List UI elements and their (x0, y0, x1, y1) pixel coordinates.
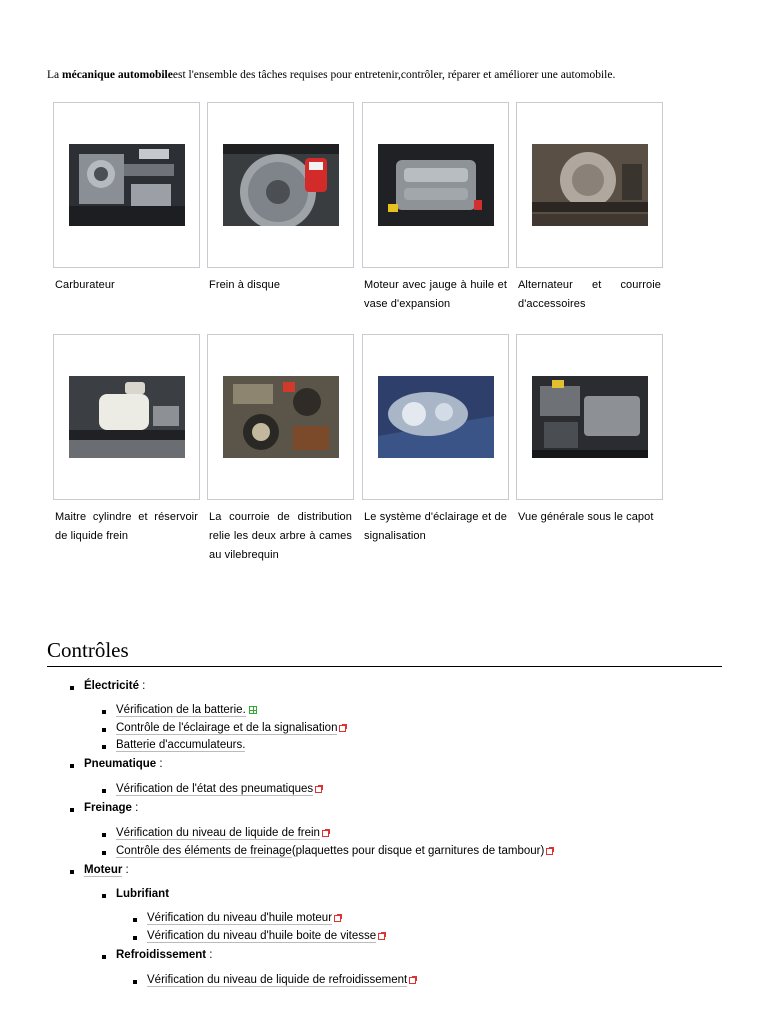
bullet-icon (70, 686, 74, 690)
gallery-item (207, 334, 354, 565)
external-link-icon[interactable] (409, 977, 416, 984)
gallery-frame (207, 102, 354, 268)
headlight-photo[interactable] (378, 376, 494, 458)
list-item (147, 972, 416, 988)
link-huile-boite-vitesse[interactable]: Vérification du niveau d'huile boite de vitesse (147, 930, 377, 942)
external-link-icon[interactable] (315, 786, 322, 793)
gallery-frame (362, 102, 509, 268)
list-item (116, 781, 322, 797)
section-title-controles: Contrôles (47, 636, 722, 667)
subcategory-label: Refroidissement (116, 949, 207, 961)
list-item-lubrifiant (116, 886, 169, 902)
gallery-item (53, 102, 200, 295)
external-link-icon[interactable] (334, 915, 341, 922)
bullet-icon (102, 851, 106, 855)
category-label: Électricité (84, 680, 139, 692)
gallery-caption: Frein à disque (209, 279, 281, 291)
gallery-caption: Carburateur (55, 279, 115, 291)
bullet-icon (102, 955, 106, 959)
colon: : (122, 864, 129, 876)
bullet-icon (70, 808, 74, 812)
list-item (116, 843, 553, 859)
list-item-refroidissement (116, 947, 213, 963)
bullet-icon (133, 980, 137, 984)
gallery-frame (53, 334, 200, 500)
intro-prefix: La (47, 69, 63, 81)
gallery-frame (516, 102, 663, 268)
gallery-item (53, 334, 200, 546)
list-item (116, 720, 346, 736)
external-link-icon[interactable] (339, 725, 346, 732)
colon: : (138, 680, 146, 692)
category-label: Pneumatique (84, 758, 157, 770)
link-liquide-refroidissement[interactable]: Vérification du niveau de liquide de refroidissement (147, 974, 408, 986)
colon: : (131, 802, 139, 814)
gallery-item (516, 334, 663, 527)
link-verification-batterie[interactable]: Vérification de la batterie. (116, 704, 246, 716)
link-batterie-accumulateurs[interactable]: Batterie d'accumulateurs. (116, 739, 246, 751)
intro-rest: est l'ensemble des tâches requises pour entretenir,contrôler, réparer et améliorer une automobile. (172, 69, 616, 81)
under-hood-photo[interactable] (532, 376, 648, 458)
external-link-icon[interactable] (378, 933, 385, 940)
gallery-item (362, 102, 509, 314)
bullet-icon (70, 870, 74, 874)
list-item-pneumatique (84, 756, 163, 772)
gallery-frame (53, 102, 200, 268)
gallery-frame (362, 334, 509, 500)
bullet-icon (102, 833, 106, 837)
gallery-item (362, 334, 509, 546)
list-item (147, 928, 385, 944)
expand-plus-icon[interactable] (249, 706, 257, 714)
bullet-icon (133, 936, 137, 940)
master-cylinder-photo[interactable] (69, 376, 185, 458)
link-elements-freinage[interactable]: Contrôle des éléments de freinage (116, 845, 292, 857)
list-item (116, 737, 245, 753)
intro-paragraph (47, 67, 747, 83)
subcategory-label: Lubrifiant (116, 888, 170, 900)
list-item-freinage (84, 800, 138, 816)
timing-belt-photo[interactable] (223, 376, 339, 458)
link-liquide-frein[interactable]: Vérification du niveau de liquide de frein (116, 827, 320, 839)
external-link-icon[interactable] (546, 848, 553, 855)
gallery-item (207, 102, 354, 295)
carburetor-photo[interactable] (69, 144, 185, 226)
bullet-icon (133, 918, 137, 922)
external-link-icon[interactable] (322, 830, 329, 837)
link-huile-moteur[interactable]: Vérification du niveau d'huile moteur (147, 912, 333, 924)
list-item-moteur (84, 862, 129, 878)
freinage-detail-text: (plaquettes pour disque et garnitures de tambour) (291, 845, 545, 857)
list-item-electricite (84, 678, 145, 694)
bullet-icon (102, 728, 106, 732)
gallery-frame (207, 334, 354, 500)
category-link-moteur[interactable]: Moteur (84, 864, 123, 876)
list-item (147, 910, 341, 926)
bullet-icon (102, 710, 106, 714)
alternator-photo[interactable] (532, 144, 648, 226)
link-controle-eclairage[interactable]: Contrôle de l'éclairage et de la signalisation (116, 722, 338, 734)
list-item (116, 702, 257, 718)
gallery-caption: Vue générale sous le capot (518, 511, 654, 523)
bullet-icon (102, 894, 106, 898)
link-etat-pneumatiques[interactable]: Vérification de l'état des pneumatiques (116, 783, 314, 795)
gallery-caption: La courroie de distribution relie les deux arbre à cames au vilebrequin (209, 511, 352, 561)
colon: : (156, 758, 163, 770)
gallery-caption: Maitre cylindre et réservoir de liquide frein (55, 511, 198, 542)
gallery-caption: Moteur avec jauge à huile et vase d'expansion (364, 279, 507, 310)
list-item (116, 825, 329, 841)
disc-brake-photo[interactable] (223, 144, 339, 226)
gallery-frame (516, 334, 663, 500)
bullet-icon (70, 764, 74, 768)
bullet-icon (102, 745, 106, 749)
category-label: Freinage (84, 802, 132, 814)
engine-photo[interactable] (378, 144, 494, 226)
colon: : (206, 949, 213, 961)
gallery-caption: Le système d'éclairage et de signalisation (364, 511, 507, 542)
gallery-item (516, 102, 663, 314)
bullet-icon (102, 789, 106, 793)
gallery-caption: Alternateur et courroie d'accessoires (518, 279, 661, 310)
intro-bold-term[interactable]: mécanique automobile (62, 69, 173, 81)
